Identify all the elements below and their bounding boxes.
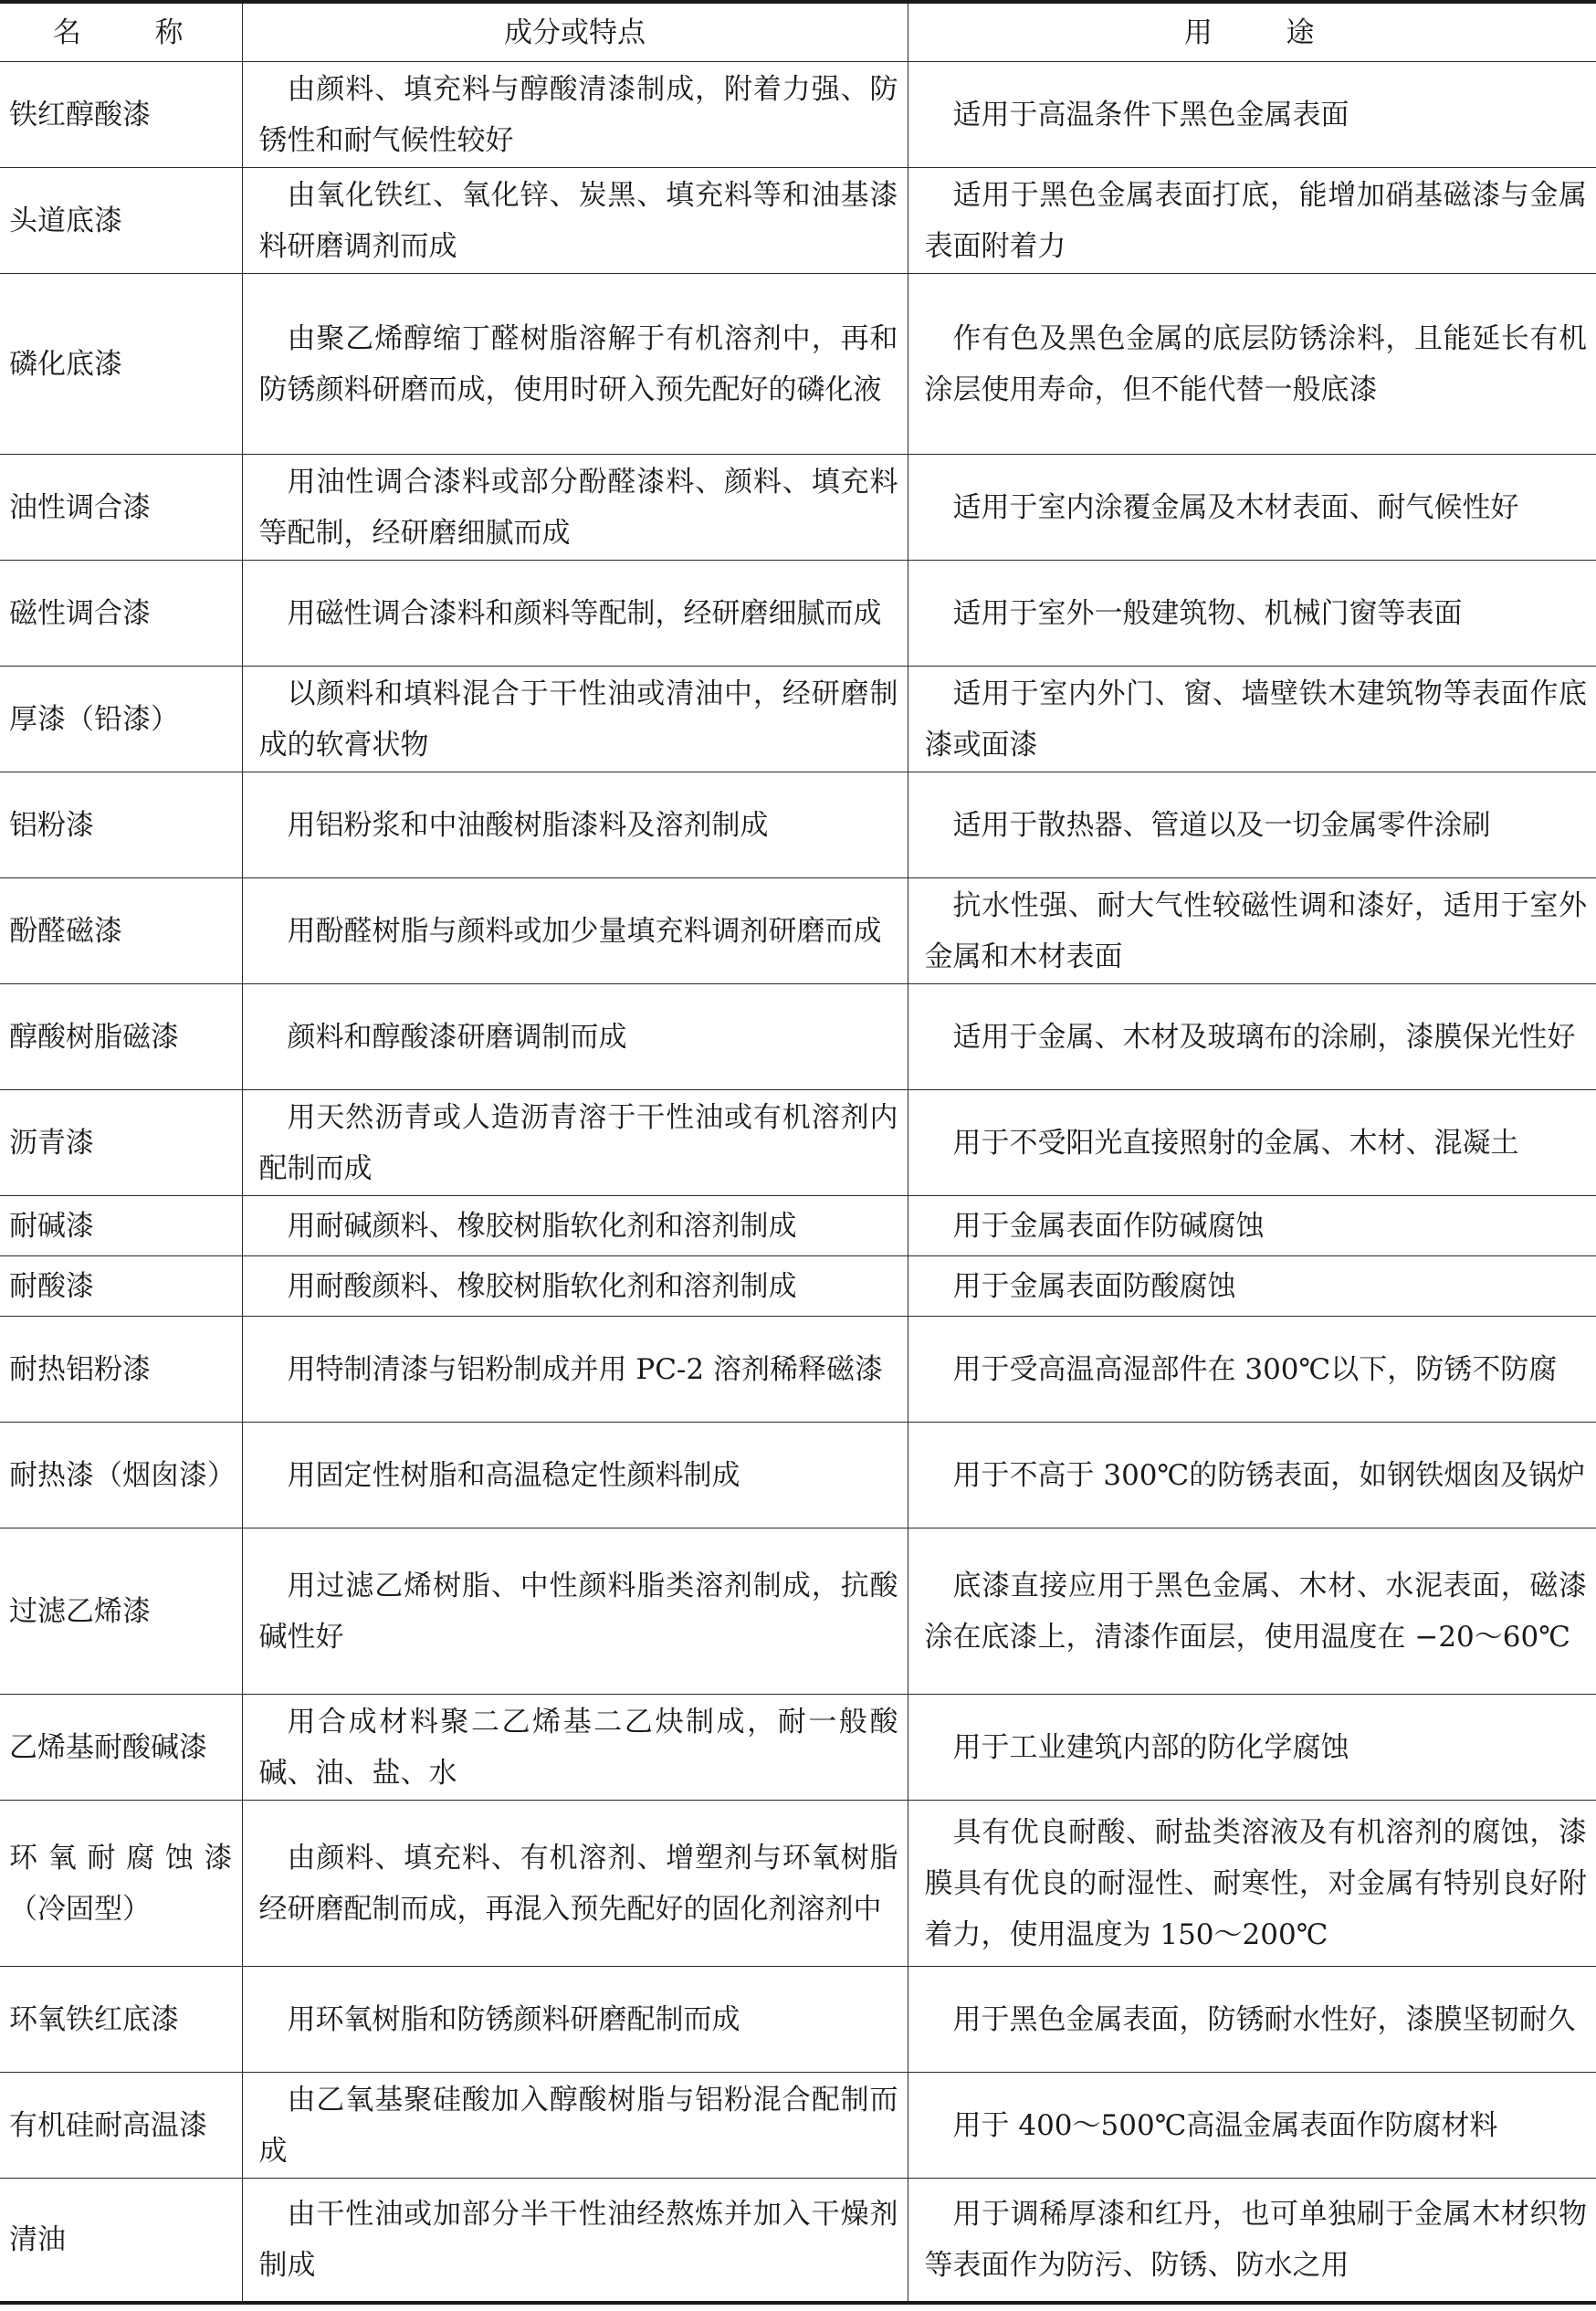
cell-composition: 用磁性调合漆料和颜料等配制，经研磨细腻而成 bbox=[242, 561, 908, 667]
cell-usage: 具有优良耐酸、耐盐类溶液及有机溶剂的腐蚀，漆膜具有优良的耐湿性、耐寒性，对金属有特别良好附着力，使用温度为 150～200℃ bbox=[908, 1801, 1596, 1967]
cell-usage: 抗水性强、耐大气性较磁性调和漆好，适用于室外金属和木材表面 bbox=[908, 878, 1596, 984]
cell-usage: 用于金属表面作防碱腐蚀 bbox=[908, 1196, 1596, 1256]
cell-composition: 用过滤乙烯树脂、中性颜料脂类溶剂制成，抗酸碱性好 bbox=[242, 1528, 908, 1695]
table-row bbox=[0, 2179, 1596, 2303]
table-row bbox=[0, 1317, 1596, 1423]
table-row bbox=[0, 1196, 1596, 1256]
cell-usage: 用于黑色金属表面，防锈耐水性好，漆膜坚韧耐久 bbox=[908, 1967, 1596, 2073]
header-usage-label: 用 途 bbox=[1183, 16, 1320, 49]
cell-name: 酚醛磁漆 bbox=[0, 878, 242, 984]
cell-name: 磷化底漆 bbox=[0, 274, 242, 455]
cell-composition: 用铝粉浆和中油酸树脂漆料及溶剂制成 bbox=[242, 772, 908, 878]
cell-composition: 用天然沥青或人造沥青溶于干性油或有机溶剂内配制而成 bbox=[242, 1090, 908, 1196]
header-row bbox=[0, 2, 1596, 62]
cell-usage: 适用于散热器、管道以及一切金属零件涂刷 bbox=[908, 772, 1596, 878]
table-row bbox=[0, 2073, 1596, 2179]
cell-usage: 用于金属表面防酸腐蚀 bbox=[908, 1256, 1596, 1317]
cell-usage: 用于不受阳光直接照射的金属、木材、混凝土 bbox=[908, 1090, 1596, 1196]
cell-composition: 颜料和醇酸漆研磨调制而成 bbox=[242, 984, 908, 1090]
table-row bbox=[0, 168, 1596, 274]
cell-composition: 用合成材料聚二乙烯基二乙炔制成，耐一般酸碱、油、盐、水 bbox=[242, 1695, 908, 1801]
cell-name: 耐酸漆 bbox=[0, 1256, 242, 1317]
cell-usage: 作有色及黑色金属的底层防锈涂料，且能延长有机涂层使用寿命，但不能代替一般底漆 bbox=[908, 274, 1596, 455]
header-name-label: 名 称 bbox=[52, 16, 189, 49]
header-composition: 成分或特点 bbox=[242, 2, 908, 62]
cell-usage: 用于受高温高湿部件在 300℃以下，防锈不防腐 bbox=[908, 1317, 1596, 1423]
cell-name: 清油 bbox=[0, 2179, 242, 2303]
table-row bbox=[0, 1695, 1596, 1801]
table-row bbox=[0, 1528, 1596, 1695]
cell-composition: 用油性调合漆料或部分酚醛漆料、颜料、填充料等配制，经研磨细腻而成 bbox=[242, 455, 908, 561]
table-row bbox=[0, 984, 1596, 1090]
cell-name: 乙烯基耐酸碱漆 bbox=[0, 1695, 242, 1801]
table-row bbox=[0, 274, 1596, 455]
cell-usage: 用于 400～500℃高温金属表面作防腐材料 bbox=[908, 2073, 1596, 2179]
cell-usage: 底漆直接应用于黑色金属、木材、水泥表面，磁漆涂在底漆上，清漆作面层，使用温度在 −20～60℃ bbox=[908, 1528, 1596, 1695]
table-row bbox=[0, 455, 1596, 561]
cell-name: 耐碱漆 bbox=[0, 1196, 242, 1256]
cell-name: 铁红醇酸漆 bbox=[0, 62, 242, 168]
cell-composition: 由颜料、填充料、有机溶剂、增塑剂与环氧树脂经研磨配制而成，再混入预先配好的固化剂溶剂中 bbox=[242, 1801, 908, 1967]
cell-usage: 用于不高于 300℃的防锈表面，如钢铁烟囱及锅炉 bbox=[908, 1423, 1596, 1528]
cell-composition: 以颜料和填料混合于干性油或清油中，经研磨制成的软膏状物 bbox=[242, 667, 908, 772]
cell-name: 沥青漆 bbox=[0, 1090, 242, 1196]
cell-name: 过滤乙烯漆 bbox=[0, 1528, 242, 1695]
table-row bbox=[0, 772, 1596, 878]
header-name bbox=[0, 2, 242, 62]
cell-usage: 用于调稀厚漆和红丹，也可单独刷于金属木材织物等表面作为防污、防锈、防水之用 bbox=[908, 2179, 1596, 2303]
cell-usage: 适用于高温条件下黑色金属表面 bbox=[908, 62, 1596, 168]
cell-usage: 适用于金属、木材及玻璃布的涂刷，漆膜保光性好 bbox=[908, 984, 1596, 1090]
cell-name: 铝粉漆 bbox=[0, 772, 242, 878]
cell-composition: 由聚乙烯醇缩丁醛树脂溶解于有机溶剂中，再和防锈颜料研磨而成，使用时研入预先配好的磷化液 bbox=[242, 274, 908, 455]
table-row bbox=[0, 1423, 1596, 1528]
cell-composition: 由乙氧基聚硅酸加入醇酸树脂与铝粉混合配制而成 bbox=[242, 2073, 908, 2179]
cell-name: 磁性调合漆 bbox=[0, 561, 242, 667]
cell-composition: 用耐碱颜料、橡胶树脂软化剂和溶剂制成 bbox=[242, 1196, 908, 1256]
table-row bbox=[0, 1801, 1596, 1967]
cell-name: 油性调合漆 bbox=[0, 455, 242, 561]
cell-name: 醇酸树脂磁漆 bbox=[0, 984, 242, 1090]
cell-composition: 用酚醛树脂与颜料或加少量填充料调剂研磨而成 bbox=[242, 878, 908, 984]
cell-usage: 适用于室外一般建筑物、机械门窗等表面 bbox=[908, 561, 1596, 667]
cell-composition: 用环氧树脂和防锈颜料研磨配制而成 bbox=[242, 1967, 908, 2073]
cell-composition: 用耐酸颜料、橡胶树脂软化剂和溶剂制成 bbox=[242, 1256, 908, 1317]
header-usage bbox=[908, 2, 1596, 62]
table-row bbox=[0, 1256, 1596, 1317]
cell-composition: 由干性油或加部分半干性油经熬炼并加入干燥剂制成 bbox=[242, 2179, 908, 2303]
table-row bbox=[0, 667, 1596, 772]
table-row bbox=[0, 1967, 1596, 2073]
cell-composition: 用特制清漆与铝粉制成并用 PC-2 溶剂稀释磁漆 bbox=[242, 1317, 908, 1423]
cell-name: 厚漆（铅漆） bbox=[0, 667, 242, 772]
cell-usage: 适用于室内外门、窗、墙壁铁木建筑物等表面作底漆或面漆 bbox=[908, 667, 1596, 772]
table-row bbox=[0, 1090, 1596, 1196]
table-row bbox=[0, 561, 1596, 667]
table-row bbox=[0, 878, 1596, 984]
cell-composition: 由颜料、填充料与醇酸清漆制成，附着力强、防锈性和耐气候性较好 bbox=[242, 62, 908, 168]
cell-name: 环氧铁红底漆 bbox=[0, 1967, 242, 2073]
cell-usage: 适用于室内涂覆金属及木材表面、耐气候性好 bbox=[908, 455, 1596, 561]
cell-name: 耐热铝粉漆 bbox=[0, 1317, 242, 1423]
cell-composition: 由氧化铁红、氧化锌、炭黑、填充料等和油基漆料研磨调剂而成 bbox=[242, 168, 908, 274]
cell-usage: 适用于黑色金属表面打底，能增加硝基磁漆与金属表面附着力 bbox=[908, 168, 1596, 274]
cell-usage: 用于工业建筑内部的防化学腐蚀 bbox=[908, 1695, 1596, 1801]
cell-name: 有机硅耐高温漆 bbox=[0, 2073, 242, 2179]
cell-name: 环氧耐腐蚀漆（冷固型） bbox=[0, 1801, 242, 1967]
table-row bbox=[0, 62, 1596, 168]
cell-composition: 用固定性树脂和高温稳定性颜料制成 bbox=[242, 1423, 908, 1528]
cell-name: 耐热漆（烟囱漆） bbox=[0, 1423, 242, 1528]
cell-name: 头道底漆 bbox=[0, 168, 242, 274]
